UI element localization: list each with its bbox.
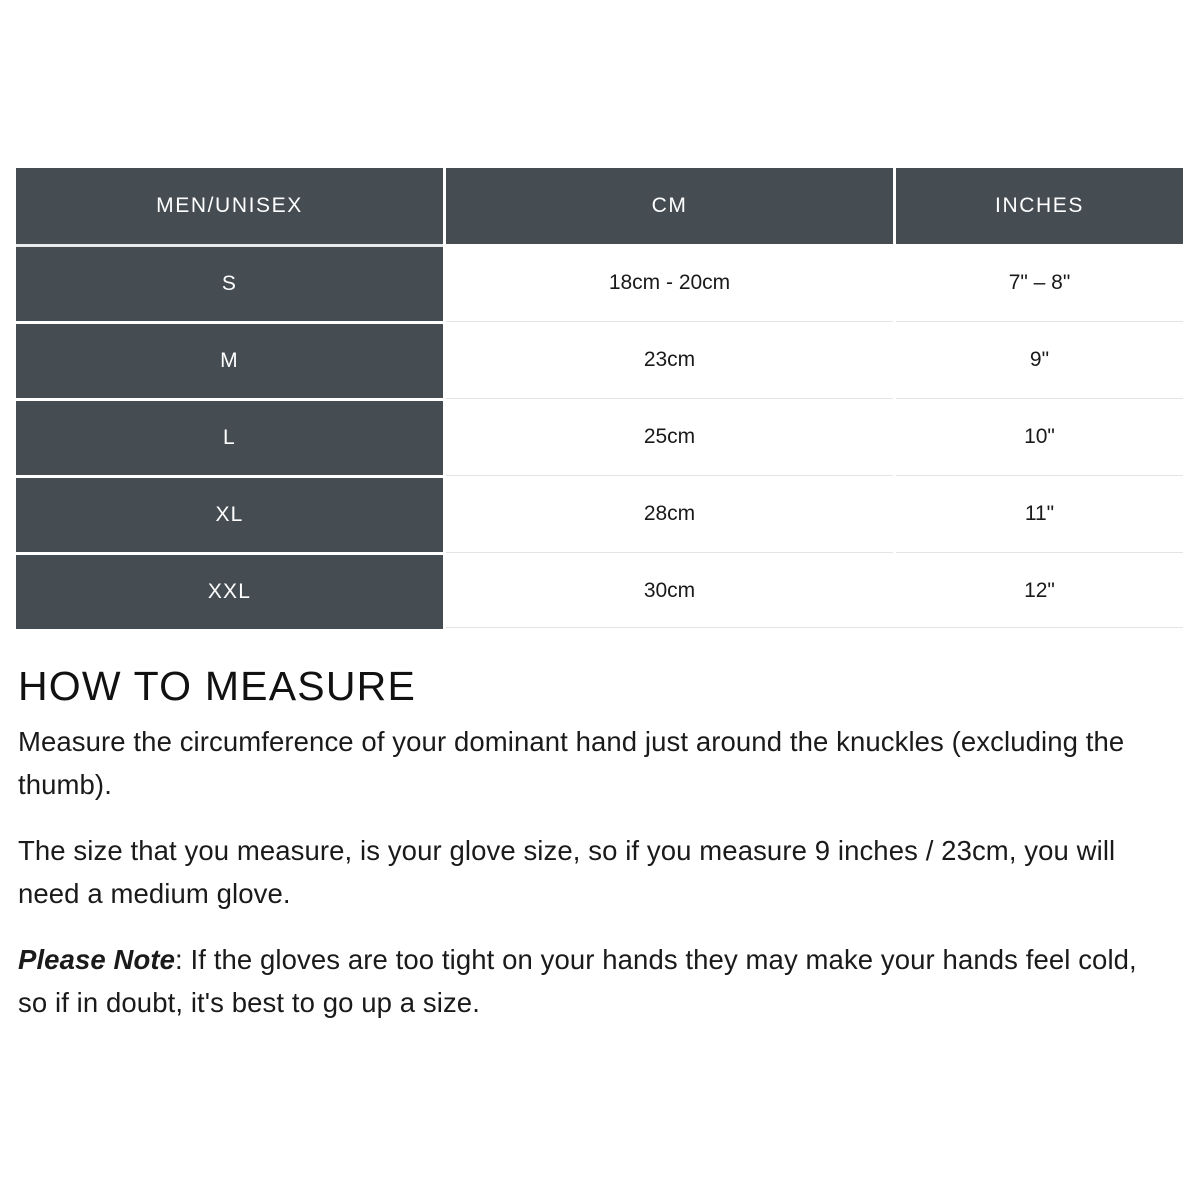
cell-size: S (16, 244, 443, 321)
cell-cm: 28cm (446, 475, 893, 552)
cell-size: XXL (16, 552, 443, 629)
cell-cm: 30cm (446, 552, 893, 629)
please-note-label: Please Note (18, 943, 176, 975)
cell-cm: 25cm (446, 398, 893, 475)
table-header-row (16, 168, 1183, 244)
cell-cm: 23cm (446, 321, 893, 398)
cell-cm: 18cm - 20cm (446, 244, 893, 321)
size-chart-table (16, 168, 1183, 629)
table-bottom-divider (446, 627, 1183, 628)
table-row (16, 398, 1183, 475)
column-header-inches: INCHES (896, 168, 1183, 244)
table-body (16, 244, 1183, 629)
table-row (16, 552, 1183, 629)
table-row (16, 475, 1183, 552)
how-to-measure-section (18, 664, 1168, 1025)
cell-size: XL (16, 475, 443, 552)
column-header-size: MEN/UNISEX (16, 168, 443, 244)
cell-size: M (16, 321, 443, 398)
cell-inches: 10" (896, 398, 1183, 475)
table-row (16, 321, 1183, 398)
section-title: HOW TO MEASURE (18, 663, 416, 709)
measure-paragraph-1: Measure the circumference of your dominant hand just around the knuckles (excluding the thumb). (18, 725, 1125, 801)
please-note-body: : If the gloves are too tight on your hands they may make your hands feel cold, so if in doubt, it's best to go up a size. (18, 943, 1137, 1019)
table-row (16, 244, 1183, 321)
cell-size: L (16, 398, 443, 475)
cell-inches: 9" (896, 321, 1183, 398)
measure-paragraph-3 (18, 938, 1168, 1025)
cell-inches: 12" (896, 552, 1183, 629)
column-header-cm: CM (446, 168, 893, 244)
cell-inches: 7" – 8" (896, 244, 1183, 321)
measure-paragraph-2: The size that you measure, is your glove size, so if you measure 9 inches / 23cm, you will need a medium glove. (18, 834, 1116, 910)
cell-inches: 11" (896, 475, 1183, 552)
